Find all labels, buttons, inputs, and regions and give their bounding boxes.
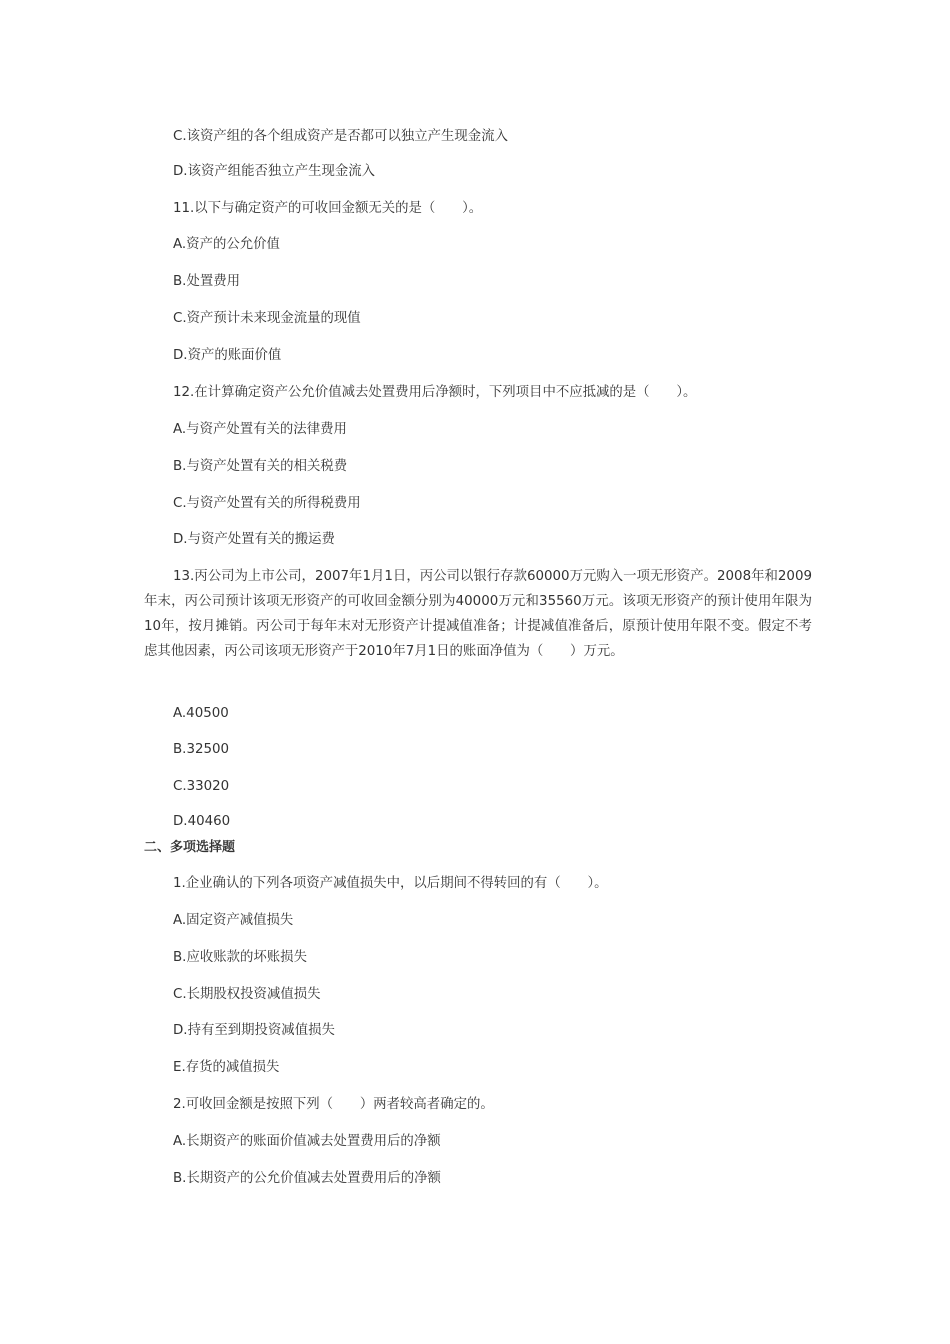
m1-option-b: B.应收账款的坏账损失 xyxy=(173,950,307,965)
m1-option-e: E.存货的减值损失 xyxy=(173,1060,280,1075)
m2-option-a: A.长期资产的账面价值减去处置费用后的净额 xyxy=(173,1134,441,1149)
multi-question-1: 1.企业确认的下列各项资产减值损失中，以后期间不得转回的有（ ）。 xyxy=(173,876,608,891)
q11-option-d: D.资产的账面价值 xyxy=(173,348,282,363)
q10-option-c: C.该资产组的各个组成资产是否都可以独立产生现金流入 xyxy=(173,129,508,144)
q11-option-b: B.处置费用 xyxy=(173,274,241,289)
question-11: 11.以下与确定资产的可收回金额无关的是（ ）。 xyxy=(173,201,483,216)
q13-option-a: A.40500 xyxy=(173,706,229,721)
m1-option-c: C.长期股权投资减值损失 xyxy=(173,987,321,1002)
q13-option-c: C.33020 xyxy=(173,779,230,794)
m1-option-a: A.固定资产减值损失 xyxy=(173,913,294,928)
q11-option-a: A.资产的公允价值 xyxy=(173,237,280,252)
q10-option-d: D.该资产组能否独立产生现金流入 xyxy=(173,164,376,179)
m1-option-d: D.持有至到期投资减值损失 xyxy=(173,1023,335,1038)
q12-option-d: D.与资产处置有关的搬运费 xyxy=(173,532,335,547)
section-heading: 二、多项选择题 xyxy=(144,840,236,855)
q11-option-c: C.资产预计未来现金流量的现值 xyxy=(173,311,361,326)
multi-question-2: 2.可收回金额是按照下列（ ）两者较高者确定的。 xyxy=(173,1097,494,1112)
q13-option-b: B.32500 xyxy=(173,742,230,757)
q12-option-a: A.与资产处置有关的法律费用 xyxy=(173,422,347,437)
q12-option-c: C.与资产处置有关的所得税费用 xyxy=(173,496,361,511)
q13-option-d: D.40460 xyxy=(173,814,231,829)
question-12: 12.在计算确定资产公允价值减去处置费用后净额时，下列项目中不应抵减的是（ ）。 xyxy=(173,385,697,400)
m2-option-b: B.长期资产的公允价值减去处置费用后的净额 xyxy=(173,1171,441,1186)
q12-option-b: B.与资产处置有关的相关税费 xyxy=(173,459,348,474)
question-13: 13.丙公司为上市公司，2007年1月1日，丙公司以银行存款60000万元购入一项无形资产。2008年和2009年末，丙公司预计该项无形资产的可收回金额分别为40000万元和35560万元。该项无形资产的预计使用年限为10年，按月摊销。丙公司于每年末对无形资产计提减值准备；计提减值准备后，原预计使用年限不变。假定不考虑其他因素，丙公司该项无形资产于2010年7月1日的账面净值为（ ）万元。 xyxy=(144,569,812,659)
